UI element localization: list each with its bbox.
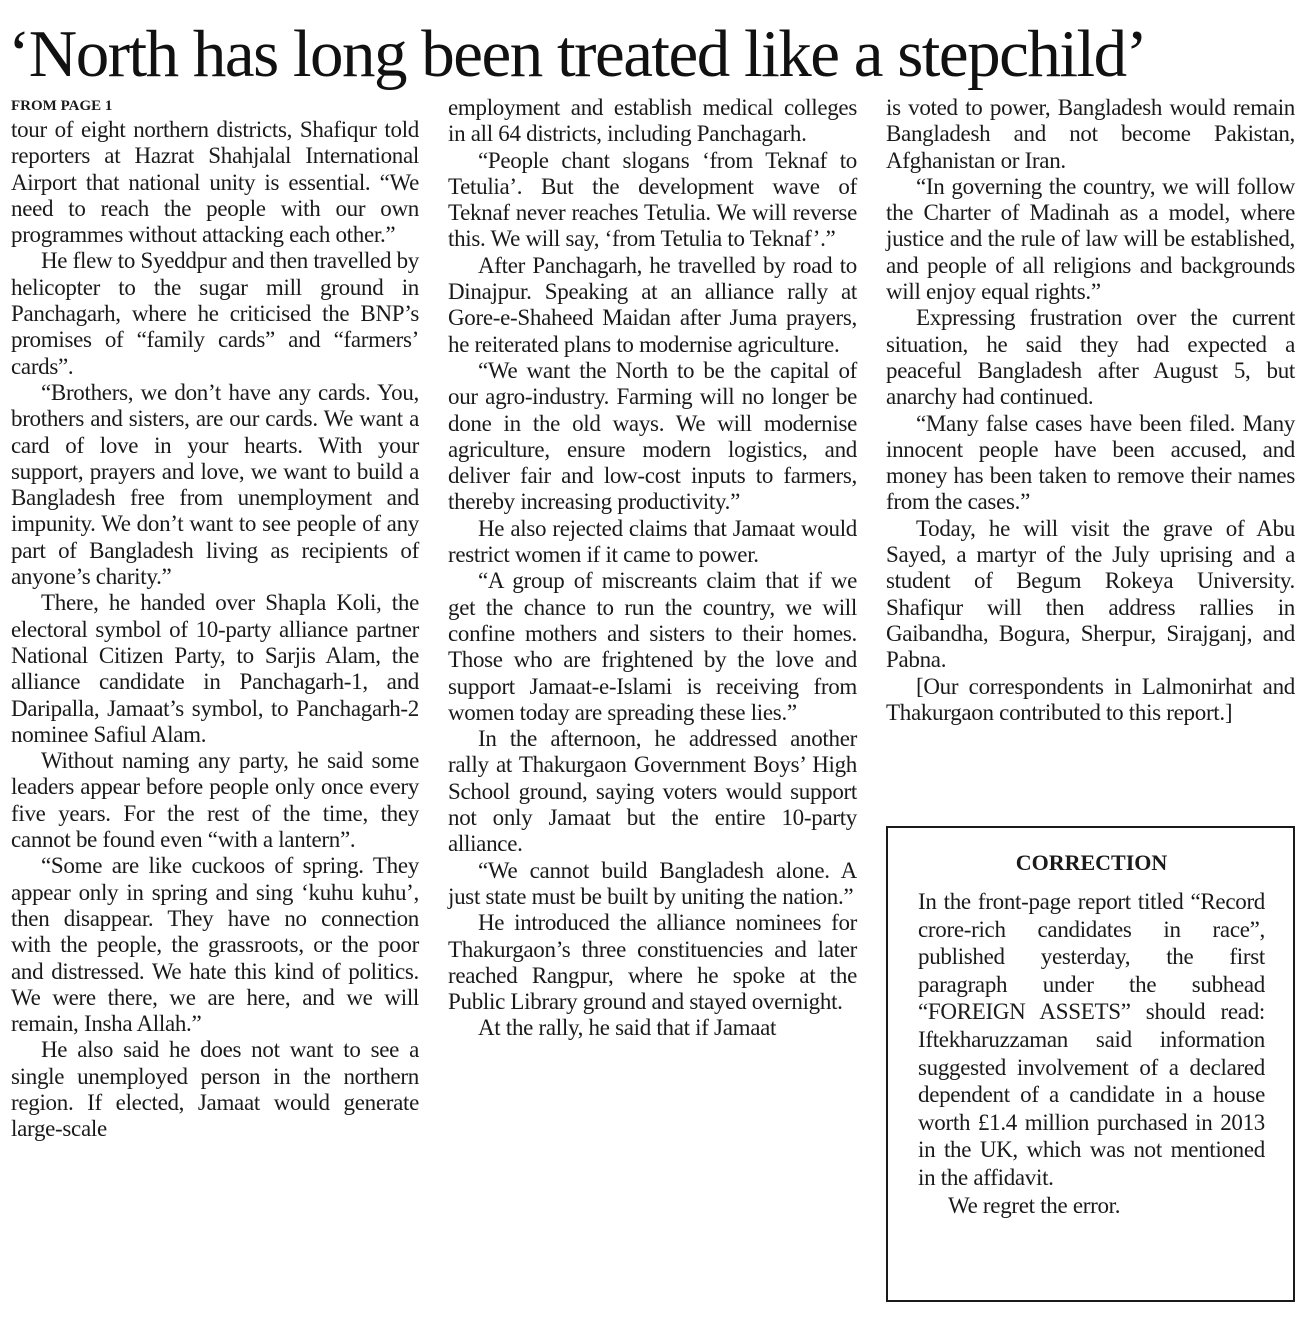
correction-title: CORRECTION [1015, 850, 1168, 875]
correction-closing: We regret the error. [948, 1192, 1121, 1218]
article-paragraph: In the afternoon, he addressed another rally at Thakurgaon Government Boys’ High School ground, saying voters would support not only Jamaat but the entire 10-party alliance. [448, 726, 857, 857]
article-column-3 [886, 95, 1295, 726]
article-paragraph: “Some are like cuckoos of spring. They appear only in spring and sing ‘kuhu kuhu’, then disappear. They have no connection with the people, the grassroots, or the poor and distressed. We hate this kind of politics. We were there, we are here, and we will remain, Insha Allah.” [11, 853, 419, 1037]
article-paragraph: Without naming any party, he said some leaders appear before people only once every five years. For the rest of the time, they cannot be found even “with a lantern”. [11, 748, 419, 853]
article-paragraph: “We want the North to be the capital of our agro-industry. Farming will no longer be done in the old ways. We will modernise agriculture, ensure modern logistics, and deliver fair and low-cost inputs to farmers, thereby increasing productivity.” [448, 357, 857, 515]
article-paragraph: There, he handed over Shapla Koli, the electoral symbol of 10-party alliance partner National Citizen Party, to Sarjis Alam, the alliance candidate in Panchagarh-1, and Daripalla, Jamaat’s symbol, to Panchagarh-2 nominee Safiul Alam. [11, 590, 419, 747]
article-paragraph: “We cannot build Bangladesh alone. A just state must be built by uniting the nation.” [448, 857, 857, 909]
article-paragraph: “Many false cases have been filed. Many innocent people have been accused, and money has been taken to remove their names from the cases.” [886, 410, 1295, 515]
article-paragraph: tour of eight northern districts, Shafiqur told reporters at Hazrat Shahjalal International Airport that national unity is essential. “We need to reach the people with our own programmes without attacking each other.” [11, 117, 419, 248]
article-paragraph: He also said he does not want to see a single unemployed person in the northern region. If elected, Jamaat would generate large-scale [11, 1037, 419, 1142]
correction-box [886, 826, 1295, 1302]
article-paragraph: “Brothers, we don’t have any cards. You, brothers and sisters, are our cards. We want a card of love in your hearts. With your support, prayers and love, we want to build a Bangladesh free from unemployment and impunity. We don’t want to see people of any part of Bangladesh living as recipients of anyone’s charity.” [11, 379, 419, 590]
article-paragraph: employment and establish medical colleges in all 64 districts, including Panchagarh. [448, 95, 857, 147]
article-paragraph: After Panchagarh, he travelled by road to Dinajpur. Speaking at an alliance rally at Gore-e-Shaheed Maidan after Juma prayers, he reiterated plans to modernise agriculture. [448, 252, 857, 357]
article-paragraph: “In governing the country, we will follow the Charter of Madinah as a model, where justice and the rule of law will be established, and people of all religions and backgrounds will enjoy equal rights.” [886, 173, 1295, 305]
article-paragraph: “A group of miscreants claim that if we get the chance to run the country, we will confine mothers and sisters to their homes. Those who are frightened by the love and support Jamaat-e-Islami is receiving from women today are spreading these lies.” [448, 568, 857, 725]
article-paragraph: is voted to power, Bangladesh would remain Bangladesh and not become Pakistan, Afghanistan or Iran. [886, 95, 1295, 173]
article-paragraph: Today, he will visit the grave of Abu Sayed, a martyr of the July uprising and a student of Begum Rokeya University. Shafiqur will then address rallies in Gaibandha, Bogura, Sherpur, Sirajganj, and Pabna. [886, 515, 1295, 673]
contributor-note: [Our correspondents in Lalmonirhat and Thakurgaon contributed to this report.] [886, 673, 1295, 725]
article-paragraph: He also rejected claims that Jamaat would restrict women if it came to power. [448, 515, 857, 568]
headline: ‘North has long been treated like a stepchild’ [8, 17, 1147, 91]
article-column-1 [11, 95, 419, 1143]
jump-line: FROM PAGE 1 [11, 98, 113, 114]
correction-body: In the front-page report titled “Record crore-rich candidates in race”, published yesterday, the first paragraph under the subhead “FOREIGN ASSETS” should read: Iftekharuzzaman said information suggested involvement of a declared dependent of a candidate in a house worth £1.4 million purchased in 2013 in the UK, which was not mentioned in the affidavit. [918, 889, 1265, 1190]
article-paragraph: Expressing frustration over the current situation, he said they had expected a peaceful Bangladesh after August 5, but anarchy had continued. [886, 305, 1295, 410]
article-paragraph: He flew to Syeddpur and then travelled by helicopter to the sugar mill ground in Panchagarh, where he criticised the BNP’s promises of “family cards” and “farmers’ cards”. [11, 248, 419, 379]
article-paragraph: At the rally, he said that if Jamaat [478, 1015, 777, 1041]
article-column-2 [448, 95, 857, 1042]
article-paragraph: “People chant slogans ‘from Teknaf to Tetulia’. But the development wave of Teknaf never reaches Tetulia. We will reverse this. We will say, ‘from Tetulia to Teknaf’.” [448, 147, 857, 252]
article-paragraph: He introduced the alliance nominees for Thakurgaon’s three constituencies and later reached Rangpur, where he spoke at the Public Library ground and stayed overnight. [448, 910, 857, 1015]
